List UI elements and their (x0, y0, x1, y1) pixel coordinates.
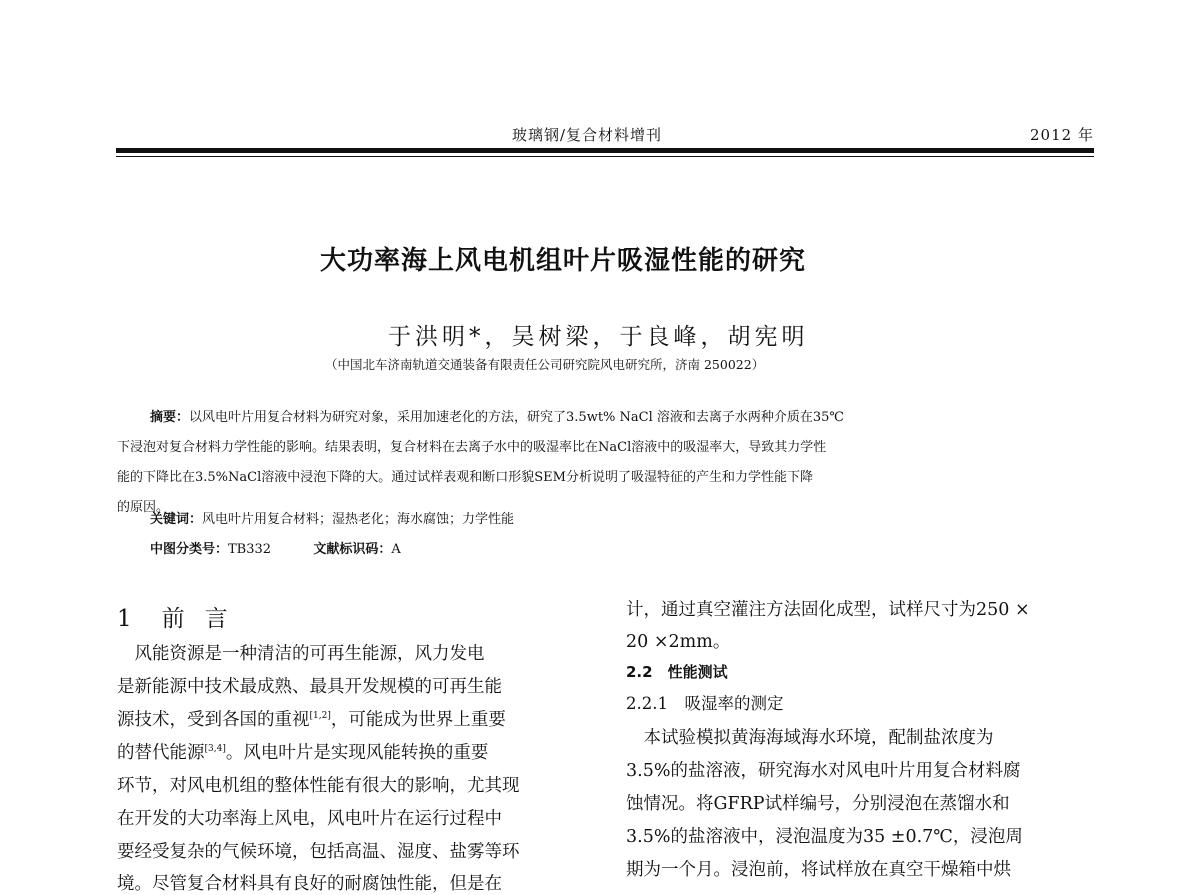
right-line-5: 蚀情况。将GFRP试样编号，分别浸泡在蒸馏水和 (626, 794, 1010, 814)
section-1-heading (117, 600, 248, 633)
left-line-1: 风能资源是一种清洁的可再生能源，风力发电 (117, 644, 485, 664)
right-line-2: 20 ×2mm。 (626, 632, 731, 652)
doc-code-value: A (391, 542, 401, 557)
citation-3-4: [3,4] (204, 744, 226, 755)
left-line-3-tail: ，可能成为世界上重要 (330, 710, 506, 730)
header-rule-thin (116, 156, 1094, 157)
abstract-line-4: 的原因。 (117, 500, 170, 515)
left-line-2: 是新能源中技术最成熟、最具开发规模的可再生能 (117, 677, 502, 697)
left-line-4-text: 的替代能源 (117, 743, 205, 763)
abstract-label: 摘要： (150, 410, 190, 425)
authors: 于洪明*，吴树梁，于良峰，胡宪明 (388, 324, 809, 350)
citation-1-2: [1,2] (309, 711, 331, 722)
section-2-2-heading: 2.2 性能测试 (626, 663, 728, 681)
doc-code-label: 文献标识码： (313, 542, 392, 557)
abstract-line-3: 能的下降比在3.5%NaCl溶液中浸泡下降的大。通过试样表观和断口形貌SEM分析说明了吸湿特征的产生和力学性能下降 (117, 470, 813, 485)
clc-value: TB332 (228, 542, 272, 557)
right-line-6: 3.5%的盐溶液中，浸泡温度为35 ±0.7℃，浸泡周 (626, 827, 1023, 847)
header-rule-thick (116, 148, 1094, 153)
left-line-3 (117, 706, 506, 731)
abstract-text-1: 以风电叶片用复合材料为研究对象，采用加速老化的方法，研究了3.5wt% NaCl 溶液和去离子水两种介质在35℃ (189, 410, 844, 425)
classification (150, 538, 401, 557)
left-line-8: 境。尽管复合材料具有良好的耐腐蚀性能，但是在 (117, 874, 502, 894)
section-2-2-1-heading: 2.2.1 吸湿率的测定 (626, 694, 784, 713)
right-line-7: 期为一个月。浸泡前，将试样放在真空干燥箱中烘 (626, 860, 1011, 880)
left-line-4 (117, 739, 488, 764)
section-1-number: 1 (117, 606, 132, 632)
clc-label: 中图分类号： (150, 542, 229, 557)
left-line-7: 要经受复杂的气候环境，包括高温、湿度、盐雾等环 (117, 842, 520, 862)
keywords-label: 关键词： (150, 512, 203, 527)
section-1-title: 前言 (161, 606, 248, 632)
right-line-4: 3.5%的盐溶液，研究海水对风电叶片用复合材料腐 (626, 761, 1021, 781)
abstract-line-2: 下浸泡对复合材料力学性能的影响。结果表明，复合材料在去离子水中的吸湿率比在NaCl溶液中的吸湿率大，导致其力学性 (117, 440, 827, 455)
running-head-journal: 玻璃钢/复合材料增刊 (512, 126, 663, 144)
abstract-line-1 (150, 406, 844, 425)
right-line-1: 计，通过真空灌注方法固化成型，试样尺寸为250 × (626, 600, 1030, 620)
paper-title: 大功率海上风电机组叶片吸湿性能的研究 (320, 246, 807, 276)
right-line-3: 本试验模拟黄海海域海水环境，配制盐浓度为 (626, 728, 994, 748)
running-head-year: 2012 年 (1030, 126, 1094, 144)
keywords-text: 风电叶片用复合材料；湿热老化；海水腐蚀；力学性能 (202, 512, 515, 527)
keywords (150, 508, 514, 527)
left-line-5: 环节，对风电机组的整体性能有很大的影响，尤其现 (117, 776, 520, 796)
left-line-4-tail: 。风电叶片是实现风能转换的重要 (225, 743, 489, 763)
left-line-6: 在开发的大功率海上风电，风电叶片在运行过程中 (117, 809, 502, 829)
left-line-3-text: 源技术，受到各国的重视 (117, 710, 310, 730)
affiliation: （中国北车济南轨道交通装备有限责任公司研究院风电研究所，济南 250022） (325, 357, 765, 372)
